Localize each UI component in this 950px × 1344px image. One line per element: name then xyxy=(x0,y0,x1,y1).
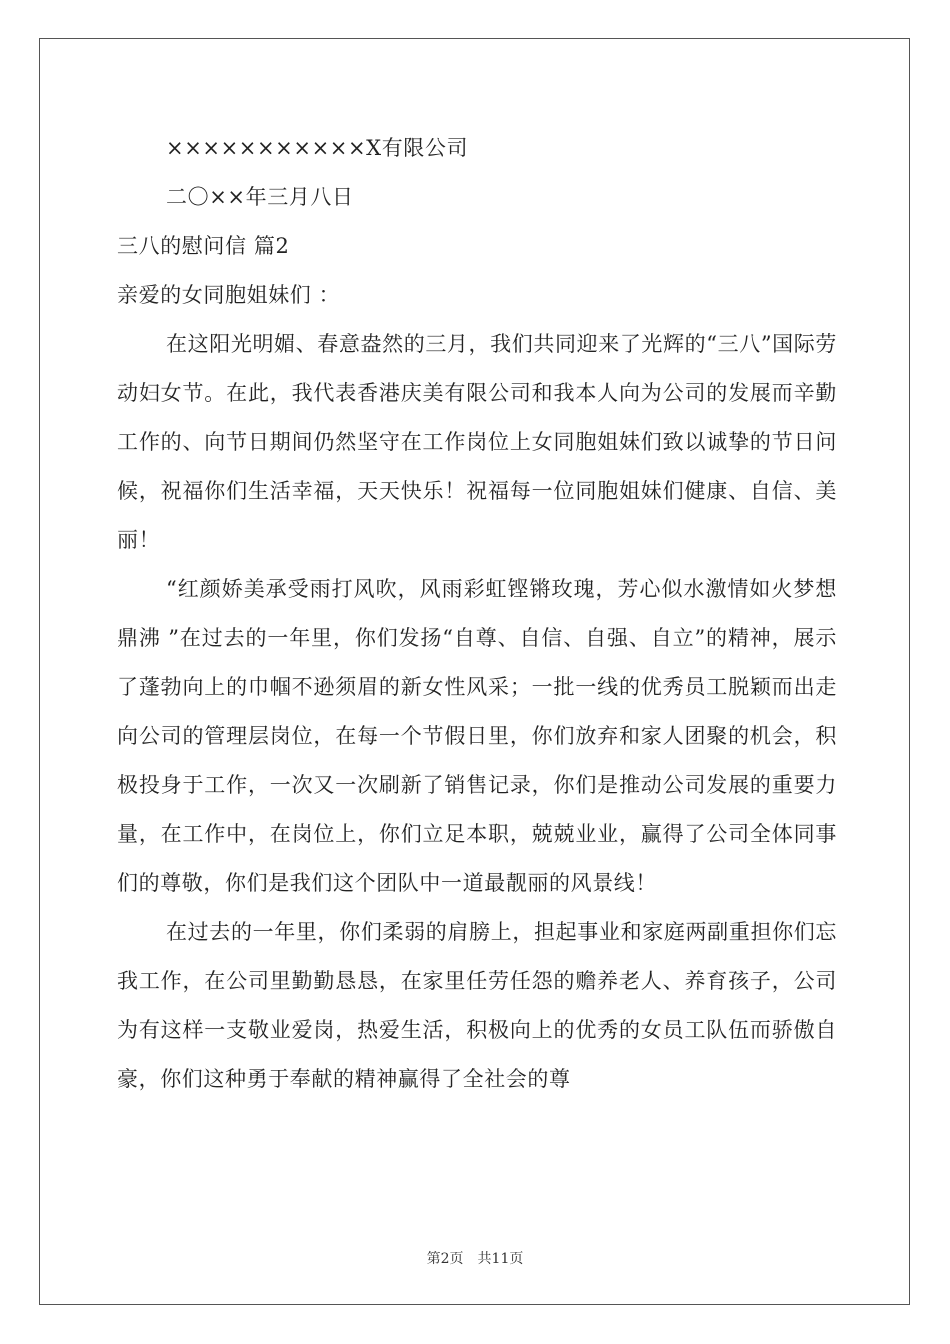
signature-date: 二〇××年三月八日 xyxy=(166,185,354,209)
paragraph-2: “红颜娇美承受雨打风吹，风雨彩虹铿锵玫瑰，芳心似水激情如火梦想鼎沸 ”在过去的一年里，你们发扬“自尊、自信、自强、自立”的精神，展示了蓬勃向上的巾帼不逊须眉的新女性风采；一批一线的优秀员工脱颖而出走向公司的管理层岗位，在每一个节假日里，你们放弃和家人团聚的机会，积极投身于工作，一次又一次刷新了销售记录，你们是推动公司发展的重要力量，在工作中，在岗位上，你们立足本职，兢兢业业，赢得了公司全体同事们的尊敬，你们是我们这个团队中一道最靓丽的风景线！ xyxy=(117,577,837,895)
company-signature: ×××××××××××X有限公司 xyxy=(166,136,469,160)
paragraph-1: 在这阳光明媚、春意盎然的三月，我们共同迎来了光辉的“三八”国际劳动妇女节。在此，我代表香港庆美有限公司和我本人向为公司的发展而辛勤工作的、向节日期间仍然坚守在工作岗位上女同胞姐妹们致以诚挚的节日问候，祝福你们生活幸福，天天快乐！祝福每一位同胞姐妹们健康、自信、美丽！ xyxy=(117,332,837,552)
paragraph-3: 在过去的一年里，你们柔弱的肩膀上，担起事业和家庭两副重担你们忘我工作，在公司里勤勤恳恳，在家里任劳任怨的赡养老人、养育孩子，公司为有这样一支敬业爱岗，热爱生活，积极向上的优秀的女员工队伍而骄傲自豪，你们这种勇于奉献的精神赢得了全社会的尊 xyxy=(117,920,837,1091)
document-body xyxy=(117,124,837,1104)
salutation: 亲爱的女同胞姐妹们 ： xyxy=(117,283,341,307)
section-title: 三八的慰问信 篇2 xyxy=(117,234,290,258)
page-number-footer: 第2页 共11页 xyxy=(426,1251,524,1267)
